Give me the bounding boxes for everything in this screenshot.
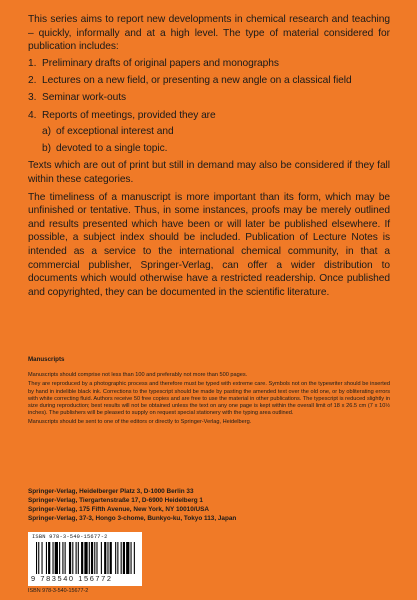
isbn-top-text: ISBN 978-3-540-15677-2 [32,534,108,540]
list-item: 1. Preliminary drafts of original papers and monographs [28,58,279,70]
address-line: Springer-Verlag, Tiergartenstraße 17, D-6900 Heidelberg 1 [28,496,203,504]
list-item: 3. Seminar work-outs [28,92,127,104]
manuscripts-submission: Manuscripts should be sent to one of the editors or directly to Springer-Verlag, Heidelberg. [28,419,252,426]
list-item: 4. Reports of meetings, provided they are a) of exceptional interest and b) devoted to a single topic. [28,109,390,156]
barcode-label [28,532,142,586]
list-item: 2. Lectures on a new field, or presenting a new angle on a classical field [28,75,352,87]
barcode-digits: 9 783540 156772 [31,574,113,583]
barcode-icon [36,542,136,574]
material-list [28,57,390,155]
meeting-conditions [42,125,390,155]
manuscripts-length: Manuscripts should comprise not less than 100 and preferably not more than 500 pages. [28,372,248,379]
intro-lead: This series aims to report new developments in chemical research and teaching – quickly, informally and at a high level. The type of material considered for publication includes: [28,14,390,53]
timeliness-paragraph: The timeliness of a manuscript is more important than its form, which may be unfinished or tentative. Thus, in some instances, proofs may be merely outlined and results presented which have been or will later be published elsewhere. If possible, a subject index should be included. Publication of Lecture Notes is intended as a service to the international chemical community, in that a commercial publisher, Springer-Verlag, can offer a wider distribution to documents which would otherwise have a restricted readership. Once published and copyrighted, they can be documented in the scientific literature. [28,191,390,298]
address-line: Springer-Verlag, Heidelberger Platz 3, D-1000 Berlin 33 [28,488,194,495]
sub-list-item: a) of exceptional interest and [42,126,174,138]
sub-list-item: b) devoted to a single topic. [42,142,168,154]
address-line: Springer-Verlag, 37-3, Hongo 3-chome, Bunkyo-ku, Tokyo 113, Japan [28,514,237,522]
series-description [28,13,390,299]
out-of-print-paragraph: Texts which are out of print but still in demand may also be considered if they fall within these categories. [28,160,390,185]
manuscripts-section [28,356,390,429]
address-line: Springer-Verlag, 175 Fifth Avenue, New York, NY 10010/USA [28,505,210,513]
publisher-addresses [28,488,390,524]
manuscripts-heading: Manuscripts [28,356,65,363]
isbn-bottom-text: ISBN 978-3-540-15677-2 [28,588,89,594]
manuscripts-typing: They are reproduced by a photographic process and therefore must be typed with extreme care. Symbols not on the typewriter should be inserted by hand in indelible black ink. Corrections to the typescript should be made by pasting the amended text over the old one, or by obliterating errors with white correcting fluid. Authors receive 50 free copies and are free to use the material in other publications. The typescript is reduced slightly in size during reproduction; best results will not be obtained unless the text on any one page is kept within the overall limit of 18 x 26.5 cm (7 x 10½ inches). The publishers will be pleased to supply on request special stationery with the typing area outlined. [28,381,390,417]
